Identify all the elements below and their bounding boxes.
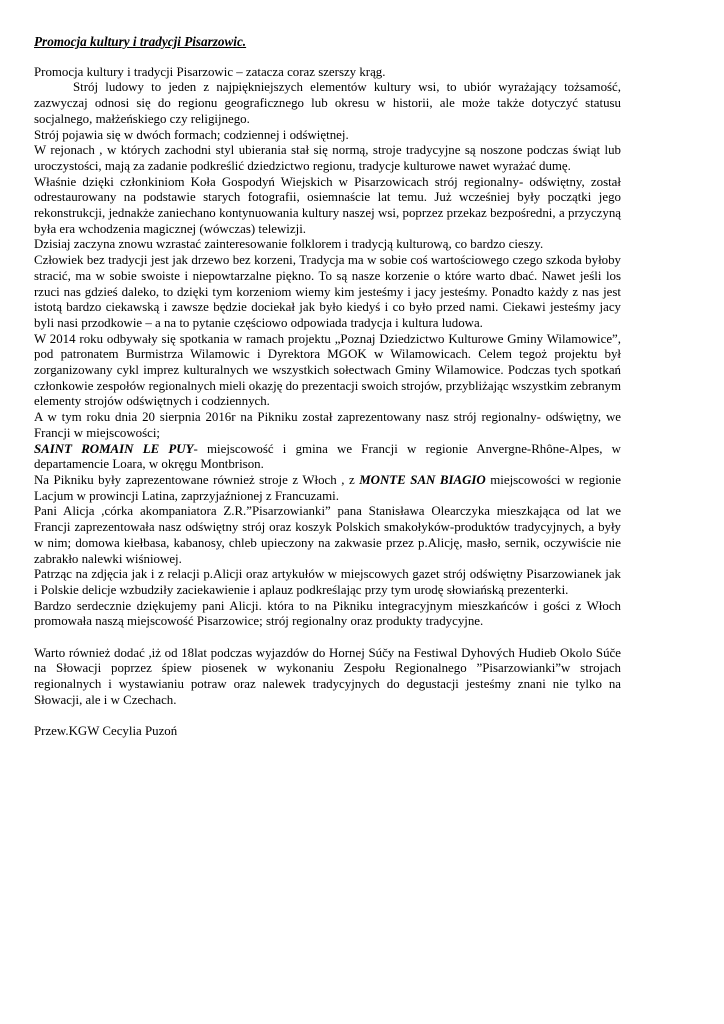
costume-definition-paragraph: Strój ludowy to jeden z najpiękniejszych elementów kultury wsi, to ubiór wyrażający tożsamość, zazwyczaj odnosi się do regionu geograficznego lub okresu w historii, ale może także dotyczyć statusu socjalnego, małżeńskiego czy religijnego.	[34, 80, 621, 126]
costume-forms-paragraph: Strój pojawia się w dwóch formach; codziennej i odświętnej.	[34, 127, 349, 142]
reception-paragraph: Patrząc na zdjęcia jak i z relacji p.Alicji oraz artykułów w miejscowych gazet strój odświętny Pisarzowianek jak i Polskie delicje wzbudziły zaciekawienie i aplauz podkreślając przy tym urodę słowiańską prezenterki.	[34, 567, 621, 597]
monte-san-biagio-paragraph	[34, 473, 621, 504]
slovakia-trips-paragraph: Warto również dodać ,iż od 18lat podczas wyjazdów do Hornej Súčy na Festiwal Dyhových Hudieb Okolo Súče na Słowacji poprzez śpiew piosenek w wykonaniu Zespołu Regionalnego ”Pisarzowianki”w strojach regionalnych i wystawianiu potraw oraz nalewek tradycyjnych do degustacji jesteśmy znani nie tylko na Słowacji, ale i w Czechach.	[34, 645, 621, 707]
signature: Przew.KGW Cecylia Puzoń	[34, 724, 178, 739]
monte-san-biagio-description: miejscowości w regionie Lacjum w prowincji Latina, zaprzyjaźnionej z Francuzami.	[34, 472, 621, 503]
alicja-presentation-paragraph: Pani Alicja ,córka akompaniatora Z.R.”Pisarzowianki” pana Stanisława Olearczyka mieszkająca od lat we Francji zaprezentowała nasz odświętny strój oraz koszyk Polskich smakołyków-produktów tradycyjnych, a były w nim; domowa kiełbasa, kabanosy, chleb upieczony na zakwasie przez p.Alicję, masło, sernik, oczywiście nie zabrakło nalewki wiśniowej.	[34, 504, 621, 566]
western-regions-paragraph: W rejonach , w których zachodni styl ubierania stał się normą, stroje tradycyjne są noszone podczas świąt lub uroczystości, mają za zadanie podkreślić dziedzictwo regionu, tradycje kulturowe nawet wyrażać dumę.	[34, 143, 621, 173]
intro-paragraph: Promocja kultury i tradycji Pisarzowic – zatacza coraz szerszy krąg.	[34, 64, 386, 79]
document-page	[34, 34, 621, 740]
folklore-interest-paragraph: Dzisiaj zaczyna znowu wzrastać zainteresowanie folklorem i tradycją kulturową, co bardzo cieszy.	[34, 237, 544, 252]
thanks-paragraph: Bardzo serdecznie dziękujemy pani Alicji. która to na Pikniku integracyjnym mieszkańców i gości z Włoch promowała naszą miejscowość Pisarzowice; strój regionalny oraz produkty tradycyjne.	[34, 598, 621, 629]
place-name-monte-san-biagio: MONTE SAN BIAGIO	[359, 472, 486, 487]
italy-costumes-text: Na Pikniku były zaprezentowane również stroje z Włoch , z	[34, 472, 360, 487]
saint-romain-description: - miejscowość i gmina we Francji w regionie Anvergne-Rhône-Alpes, w departamencie Loara, w okręgu Montbrison.	[34, 441, 621, 472]
tradition-roots-paragraph: Człowiek bez tradycji jest jak drzewo bez korzeni, Tradycja ma w sobie coś wartościowego czego szkoda byłoby stracić, ma w sobie swoiste i niepowtarzalne piękno. To są nasze korzenie o które warto dbać. Nawet jeśli los rzuci nas gdzieś daleko, to dzięki tym korzeniom wiemy kim jesteśmy i jacy jesteśmy. Ponadto każdy z nas jest istotą bardzo ciekawską i zawsze będzie dociekał jak było kiedyś i co było przed nami. Ciekawi jesteśmy jacy byli nasi przodkowie – a na to pytanie częściowo odpowiada tradycja i kultura ludowa.	[34, 253, 621, 330]
place-name-saint-romain: SAINT ROMAIN LE PUY	[34, 441, 194, 456]
saint-romain-paragraph	[34, 442, 621, 473]
picnic-2016-paragraph: A w tym roku dnia 20 sierpnia 2016r na Pikniku został zaprezentowany nasz strój regionalny- odświętny, we Francji w miejscowości;	[34, 410, 621, 440]
project-2014-paragraph: W 2014 roku odbywały się spotkania w ramach projektu „Poznaj Dziedzictwo Kulturowe Gminy Wilamowice”, pod patronatem Burmistrza Wilamowic i Dyrektora MGOK w Wilamowicach. Celem tegoż projektu był zorganizowany cykl imprez kulturalnych we wszystkich sołectwach Gminy Wilamowice. Podczas tych spotkań członkowie zespołów regionalnych mieli okazję do prezentacji swoich strojów, przybliżając wszystkim zebranym elementy strojów odświętnych i codziennych.	[34, 331, 621, 409]
document-title: Promocja kultury i tradycji Pisarzowic.	[34, 34, 247, 49]
kgw-restoration-paragraph: Właśnie dzięki członkiniom Koła Gospodyń Wiejskich w Pisarzowicach strój regionalny- odświętny, został odrestaurowany na podstawie starych fotografii, osiemnaście lat temu. Już wcześniej były początki jego rekonstrukcji, jednakże zaniechano kontynuowania kultury naszej wsi, poprzez przekaz bezpośredni, a przyczyną była era wchodzenia magicznej (wówczas) telewizji.	[34, 174, 621, 236]
